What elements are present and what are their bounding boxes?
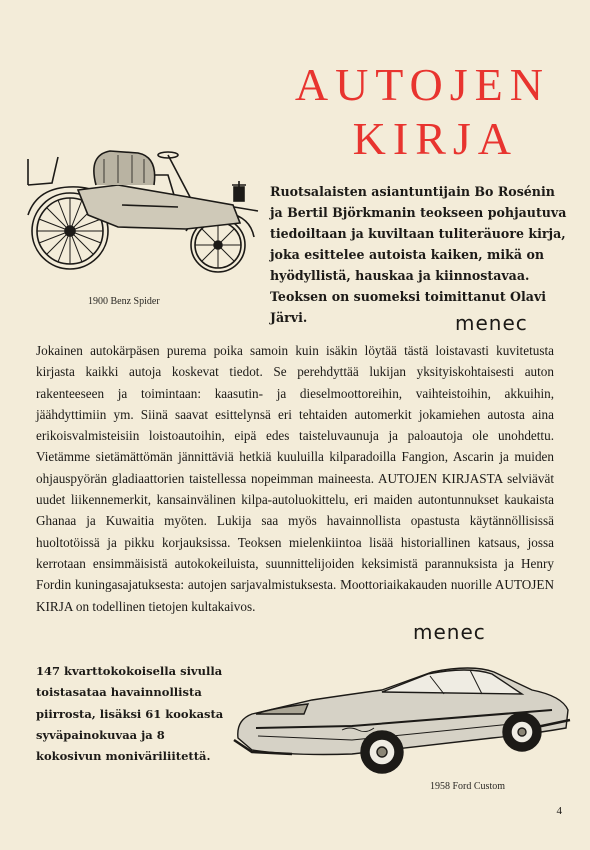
note-paragraph: 147 kvarttokokoisella sivulla toistasataa havainnollista piirrosta, lisäksi 61 kookasta syväpainokuvaa ja 8 kokosivun moniväriliitettä. (36, 664, 224, 764)
lead-paragraph: Ruotsalaisten asiantuntijain Bo Rosénin ja Bertil Björkmanin teokseen pohjautuva tiedoiltaan ja kuviltaan tuliteräuore kirja, joka esittelee autoista kaiken, mikä on hyödyllistä, hauskaa ja kiinnostavaa. Teoksen on suomeksi toimittanut Olavi Järvi. (270, 184, 567, 325)
title-line-2: KIRJA (352, 113, 518, 164)
benz-spider-illustration (18, 145, 276, 275)
watermark-text: menec (413, 620, 486, 644)
ford-custom-illustration (232, 650, 572, 780)
page-number: 4 (556, 805, 562, 817)
body-paragraph: Jokainen autokärpäsen purema poika samoin kuin isäkin löytää tästä loistavasti kuvitetusta kirjasta kaikki autoja koskevat tiedot. Se perehdyttää lukijan yksityiskohtaisesti auton rakenteeseen ja toimintaan: kaasutin- ja dieselmoottoreihin, vaihteistoihin, akkuihin, jäähdyttimiin ym. Siinä saavat esittelynsä eri tehtaiden automerkit jokamiehen autosta aina erikoisvalmisteisiin loistoautoihin, eipä edes taisteluvaunuja ja paloautoja ole unohdettu. Vietämme sietämättömän jännittäviä hetkiä kuuluilla kilparadoilla Fangion, Ascarin ja muiden ohjauspyörän gladiaattorien taistellessa nopeimman maineesta. AUTOJEN KIRJASTA selviävät uudet liikennemerkit, kansainvälinen kilpa-autoluokittelu, eri maiden autontunnukset kaukaista Ghanaa ja Kuwaitia myöten. Lukija saa myös havainnollista opastusta käytännöllisissä huoltotöissä ja pikku korjauksissa. Teoksen mielenkiintoa lisää historiallinen katsaus, jossa kerrotaan ensimmäisistä autokokeiluista, suunnittelijoiden keksimistä parannuksista ja Henry Fordin kuningasajatuksesta: autojen sarjavalmistuksesta. Moottoriaikakauden nuorille AUTOJEN KIRJA on todellinen tietojen kultakaivos. (36, 343, 554, 614)
top-car-caption: 1900 Benz Spider (88, 296, 160, 307)
title-line-1: AUTOJEN (294, 59, 550, 110)
bottom-car-caption: 1958 Ford Custom (430, 781, 506, 792)
watermark-text: menec (455, 311, 528, 335)
